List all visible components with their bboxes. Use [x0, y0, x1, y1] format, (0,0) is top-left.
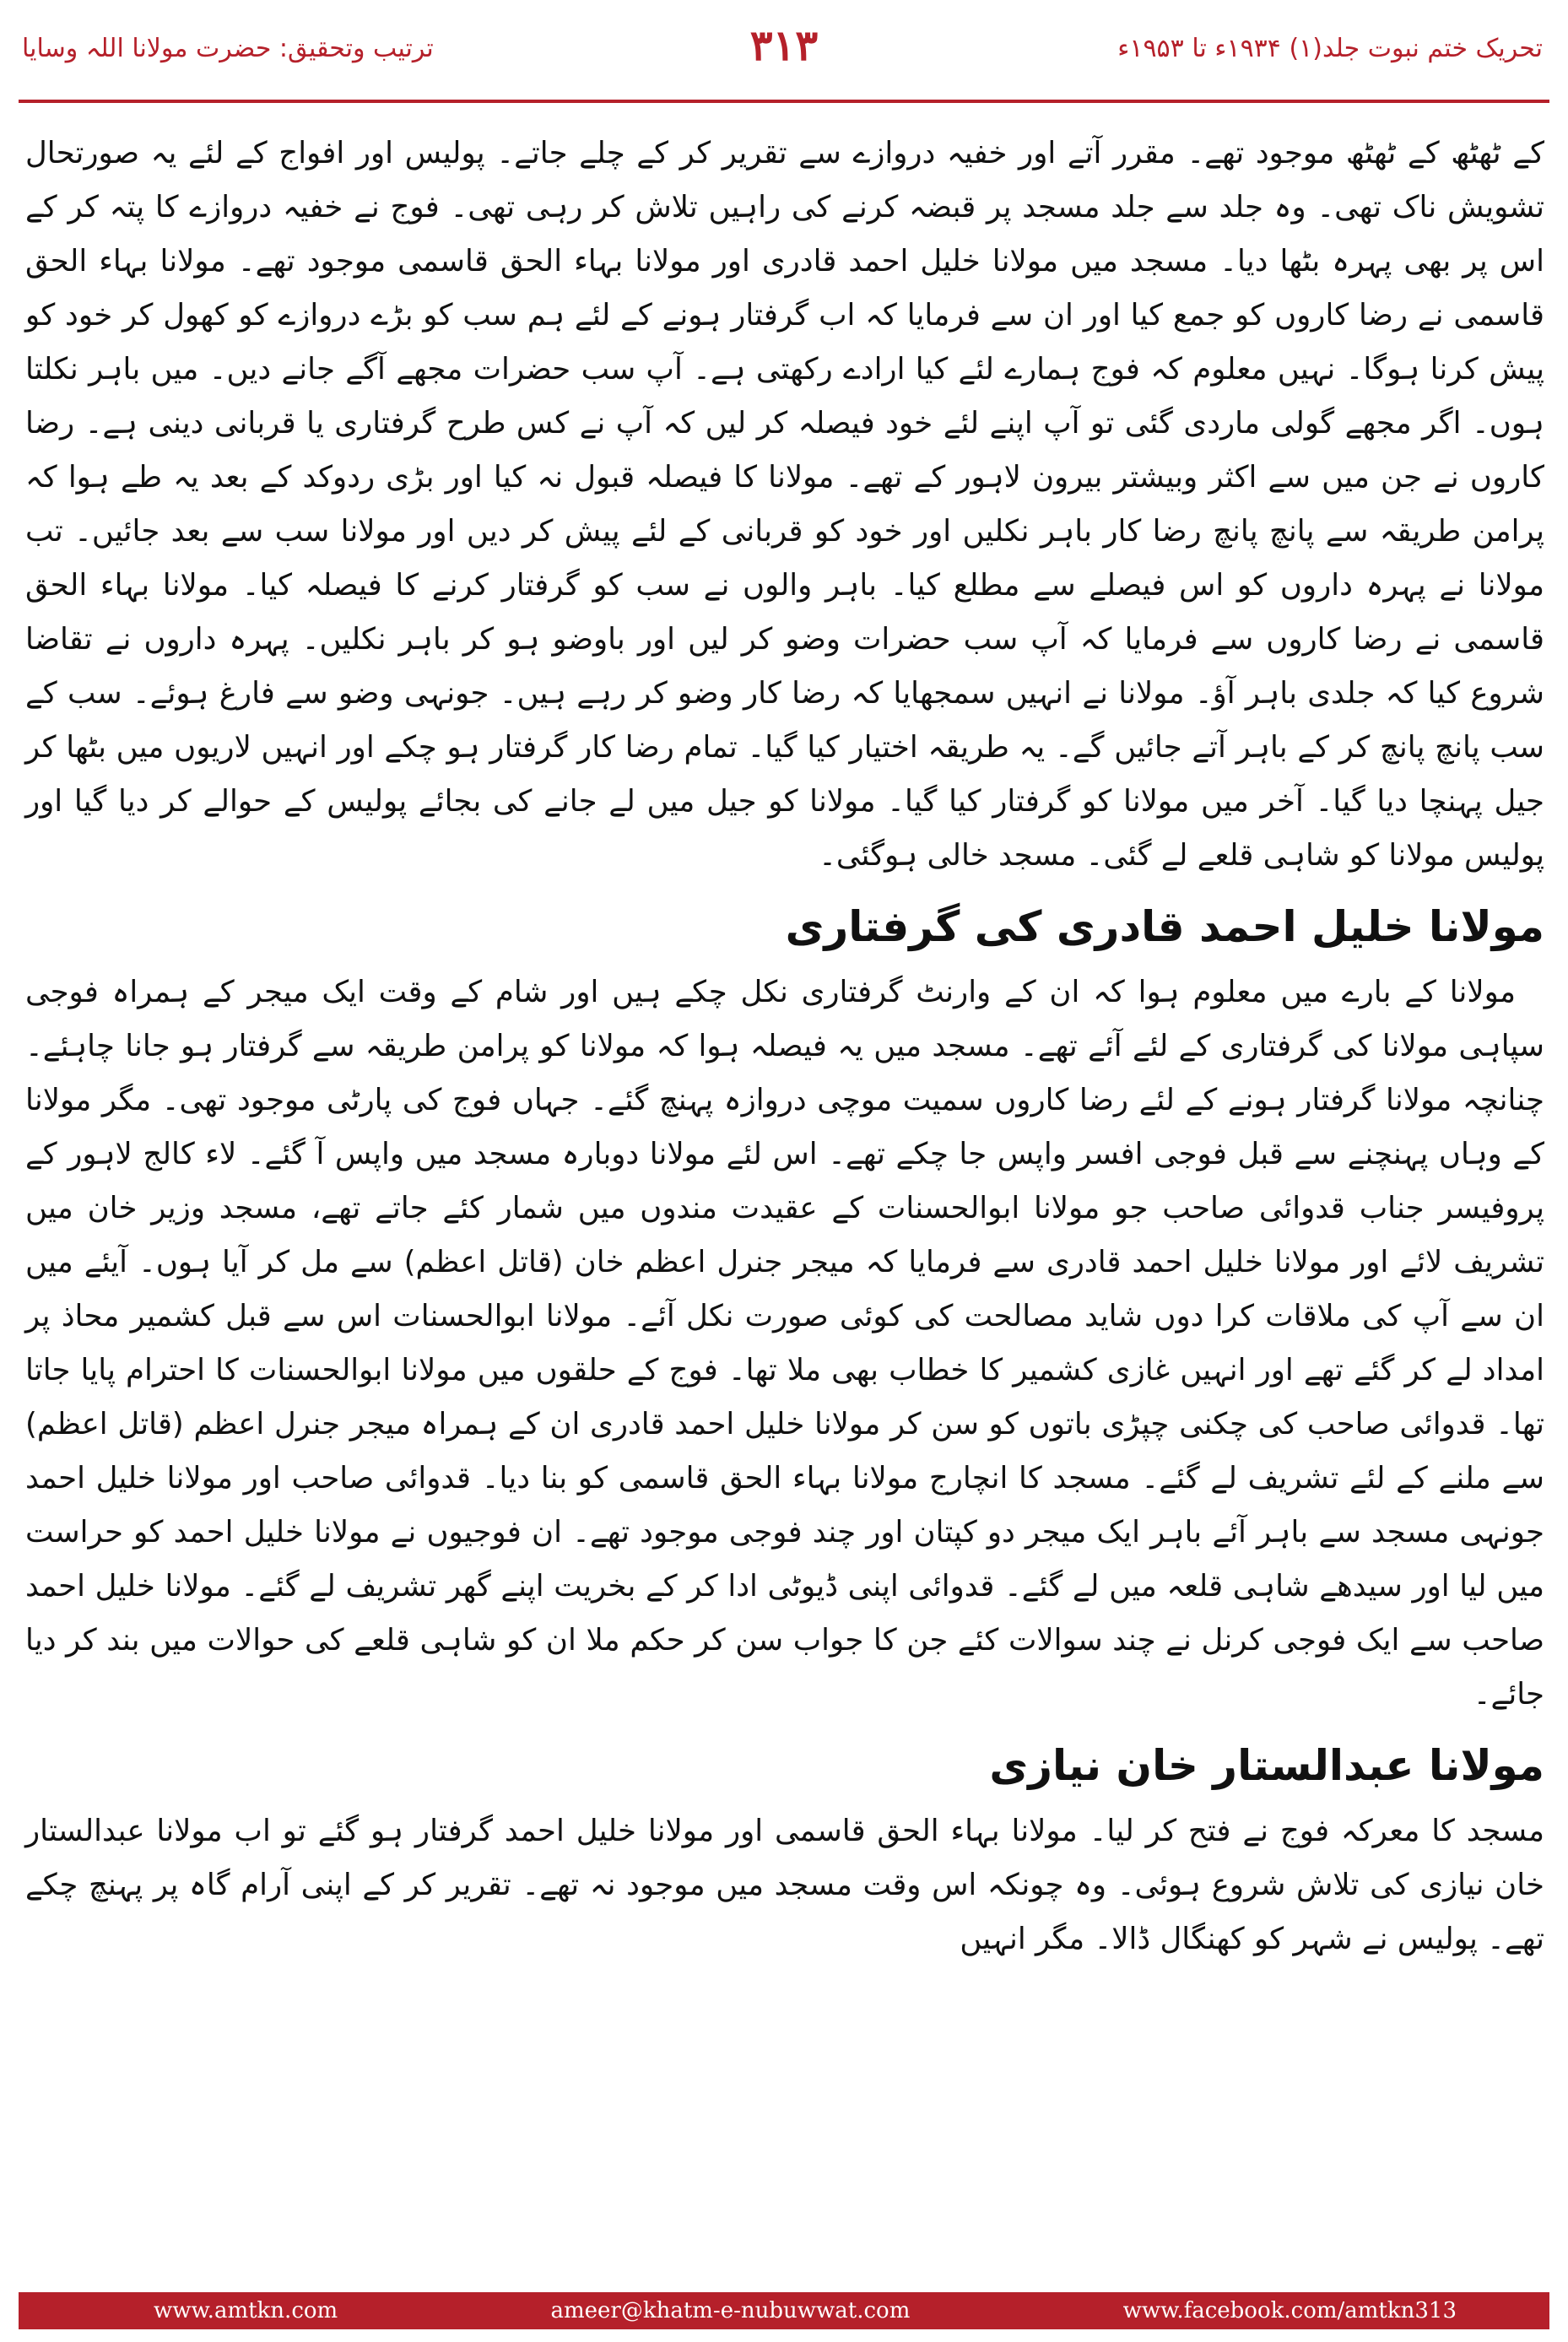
section-heading-abdul-sattar: مولانا عبدالستار خان نیازی: [989, 1741, 1544, 1790]
book-title: تحریک ختم نبوت جلد(۱) ۱۹۳۴ء تا ۱۹۵۳ء: [1117, 34, 1543, 63]
facebook-link[interactable]: www.facebook.com/amtkn313: [1122, 2298, 1457, 2323]
page-header: [0, 0, 1568, 110]
email-link[interactable]: ameer@khatm-e-nubuwwat.com: [550, 2298, 911, 2323]
section-heading-khalil-ahmad: مولانا خلیل احمد قادری کی گرفتاری: [785, 902, 1544, 951]
compiler-credit: ترتیب وتحقیق: حضرت مولانا اللہ وسایا: [22, 34, 434, 63]
page-body: [25, 127, 1544, 1966]
website-link[interactable]: www.amtkn.com: [154, 2298, 338, 2323]
body-paragraph-1: کے ٹھٹھ کے ٹھٹھ موجود تھے۔ مقرر آتے اور خفیہ دروازے سے تقریر کر کے چلے جاتے۔ پولیس اور افواج کے لئے یہ صورتحال تشویش ناک تھی۔ وہ جلد سے جلد مسجد پر قبضہ کرنے کی راہیں تلاش کر رہی تھی۔ فوج نے خفیہ دروازے کا پتہ کر کے اس پر بھی پہرہ بٹھا دیا۔ مسجد میں مولانا خلیل احمد قادری اور مولانا بہاء الحق قاسمی موجود تھے۔ مولانا بہاء الحق قاسمی نے رضا کاروں کو جمع کیا اور ان سے فرمایا کہ اب گرفتار ہونے کے لئے ہم سب کو بڑے دروازے کو کھول کر خود کو پیش کرنا ہوگا۔ نہیں معلوم کہ فوج ہمارے لئے کیا ارادے رکھتی ہے۔ آپ سب حضرات مجھے آگے جانے دیں۔ میں باہر نکلتا ہوں۔ اگر مجھے گولی ماردی گئی تو آپ اپنے لئے خود فیصلہ کر لیں کہ آپ نے کس طرح گرفتاری یا قربانی دینی ہے۔ رضا کاروں نے جن میں سے اکثر وبیشتر بیرون لاہور کے تھے۔ مولانا کا فیصلہ قبول نہ کیا اور بڑی ردوکد کے بعد یہ طے ہوا کہ پرامن طریقہ سے پانچ پانچ رضا کار باہر نکلیں اور خود کو قربانی کے لئے پیش کر دیں اور مولانا سب سے بعد جائیں۔ تب مولانا نے پہرہ داروں کو اس فیصلے سے مطلع کیا۔ باہر والوں نے سب کو گرفتار کرنے کا فیصلہ کیا۔ مولانا بہاء الحق قاسمی نے رضا کاروں سے فرمایا کہ آپ سب حضرات وضو کر لیں اور باوضو ہو کر باہر نکلیں۔ پہرہ داروں نے تقاضا شروع کیا کہ جلدی باہر آؤ۔ مولانا نے انہیں سمجھایا کہ رضا کار وضو کر رہے ہیں۔ جونہی وضو سے فارغ ہوئے۔ سب کے سب پانچ پانچ کر کے باہر آتے جائیں گے۔ یہ طریقہ اختیار کیا گیا۔ تمام رضا کار گرفتار ہو چکے اور انہیں لاریوں میں بٹھا کر جیل پہنچا دیا گیا۔ آخر میں مولانا کو گرفتار کیا گیا۔ مولانا کو جیل میں لے جانے کی بجائے پولیس کے حوالے کر دیا گیا اور پولیس مولانا کو شاہی قلعے لے گئی۔ مسجد خالی ہوگئی۔: [25, 136, 1544, 873]
body-paragraph-3: مسجد کا معرکہ فوج نے فتح کر لیا۔ مولانا بہاء الحق قاسمی اور مولانا خلیل احمد گرفتار ہو گئے تو اب مولانا عبدالستار خان نیازی کی تلاش شروع ہوئی۔ وہ چونکہ اس وقت مسجد میں موجود نہ تھے۔ تقریر کر کے اپنی آرام گاہ پر پہنچ چکے تھے۔ پولیس نے شہر کو کھنگال ڈالا۔ مگر انہیں: [25, 1814, 1544, 1956]
body-paragraph-2: مولانا کے بارے میں معلوم ہوا کہ ان کے وارنٹ گرفتاری نکل چکے ہیں اور شام کے وقت ایک میجر کے ہمراہ فوجی سپاہی مولانا کی گرفتاری کے لئے آئے تھے۔ مسجد میں یہ فیصلہ ہوا کہ مولانا کو پرامن طریقہ سے گرفتار ہو جانا چاہئے۔ چنانچہ مولانا گرفتار ہونے کے لئے رضا کاروں سمیت موچی دروازہ پہنچ گئے۔ جہاں فوج کی پارٹی موجود تھی۔ مگر مولانا کے وہاں پہنچنے سے قبل فوجی افسر واپس جا چکے تھے۔ اس لئے مولانا دوبارہ مسجد میں واپس آ گئے۔ لاء کالج لاہور کے پروفیسر جناب قدوائی صاحب جو مولانا ابوالحسنات کے عقیدت مندوں میں شمار کئے جاتے تھے، مسجد وزیر خان میں تشریف لائے اور مولانا خلیل احمد قادری سے فرمایا کہ میجر جنرل اعظم خان (قاتل اعظم) سے مل کر آیا ہوں۔ آیئے میں ان سے آپ کی ملاقات کرا دوں شاید مصالحت کی کوئی صورت نکل آئے۔ مولانا ابوالحسنات اس سے قبل کشمیر محاذ پر امداد لے کر گئے تھے اور انہیں غازی کشمیر کا خطاب بھی ملا تھا۔ فوج کے حلقوں میں مولانا ابوالحسنات کا احترام پایا جاتا تھا۔ قدوائی صاحب کی چکنی چپڑی باتوں کو سن کر مولانا خلیل احمد قادری ان کے ہمراہ میجر جنرل اعظم (قاتل اعظم) سے ملنے کے لئے تشریف لے گئے۔ مسجد کا انچارج مولانا بہاء الحق قاسمی کو بنا دیا۔ قدوائی صاحب اور مولانا خلیل احمد جونہی مسجد سے باہر آئے باہر ایک میجر دو کپتان اور چند فوجی موجود تھے۔ ان فوجیوں نے مولانا خلیل احمد کو حراست میں لیا اور سیدھے شاہی قلعہ میں لے گئے۔ قدوائی اپنی ڈیوٹی ادا کر کے بخریت اپنے گھر تشریف لے گئے۔ مولانا خلیل احمد صاحب سے ایک فوجی کرنل نے چند سوالات کئے جن کا جواب سن کر حکم ملا ان کو شاہی قلعے کی حوالات میں بند کر دیا جائے۔: [25, 975, 1544, 1712]
page-footer: [19, 2292, 1549, 2329]
header-divider: [19, 100, 1549, 103]
page-number: ۳۱۳: [749, 20, 819, 70]
